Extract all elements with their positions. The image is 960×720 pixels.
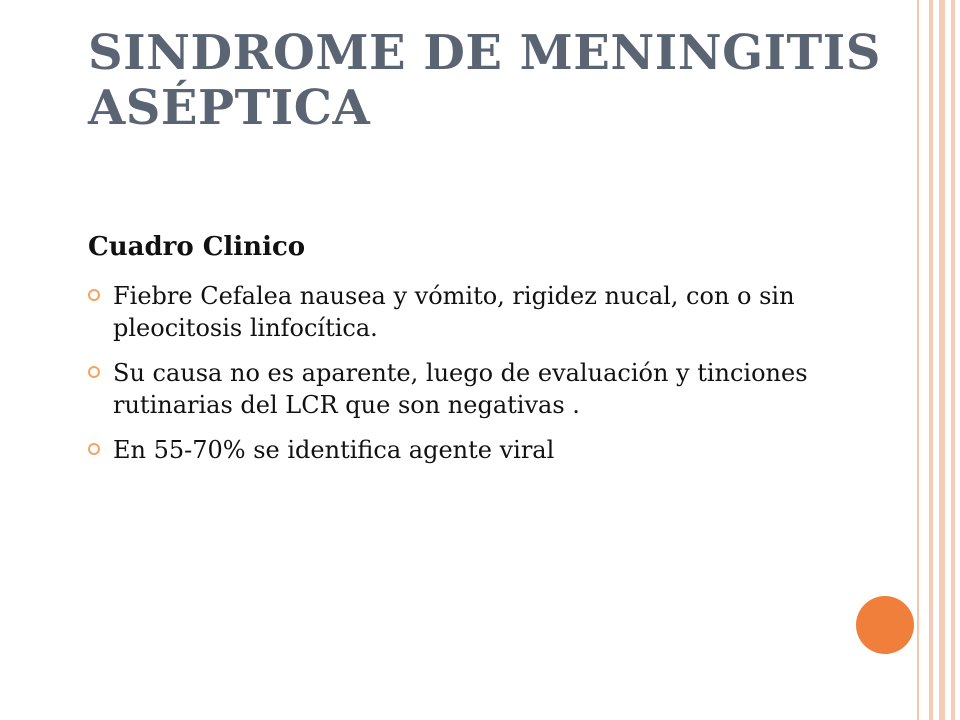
bullet-text: Su causa no es aparente, luego de evaluación y tinciones rutinarias del LCR que son negativas . [113, 359, 808, 419]
section-heading: Cuadro Clinico [88, 232, 306, 262]
bullet-circle-icon [88, 289, 100, 301]
bullet-item [88, 357, 888, 421]
bullet-item [88, 434, 888, 466]
slide-title: SINDROME DE MENINGITIS ASÉPTICA [88, 25, 881, 136]
bullet-text: Fiebre Cefalea nausea y vómito, rigidez nucal, con o sin pleocitosis linfocítica. [113, 282, 795, 342]
decorative-circle-icon [856, 596, 914, 654]
bullet-text: En 55-70% se identifica agente viral [113, 436, 555, 464]
decorative-stripes [921, 0, 960, 720]
bullet-list [88, 280, 888, 479]
bullet-circle-icon [88, 366, 100, 378]
bullet-circle-icon [88, 443, 100, 455]
bullet-item [88, 280, 888, 344]
